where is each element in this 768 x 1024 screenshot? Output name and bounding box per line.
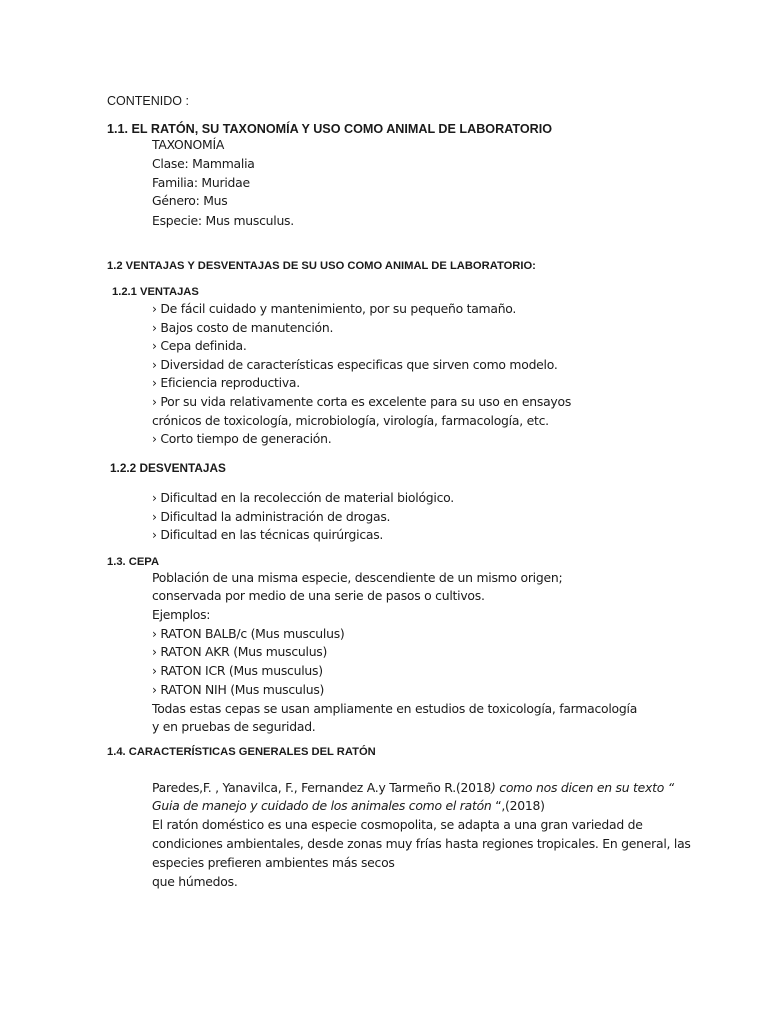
- contenido-label: CONTENIDO :: [107, 94, 189, 108]
- cepa-example: › RATON AKR (Mus musculus): [152, 644, 328, 659]
- cepa-example: › RATON ICR (Mus musculus): [152, 663, 323, 678]
- disadvantage-item: › Dificultad la administración de drogas.: [152, 509, 391, 524]
- section-1-3-heading: 1.3. CEPA: [107, 556, 160, 568]
- taxonomy-species: Especie: Mus musculus.: [152, 213, 294, 228]
- cepa-text: conservada por medio de una serie de pasos o cultivos.: [152, 588, 485, 603]
- disadvantage-item: › Dificultad en la recolección de material biológico.: [152, 490, 454, 505]
- advantage-item: › Bajos costo de manutención.: [152, 320, 334, 335]
- advantage-item: › Corto tiempo de generación.: [152, 431, 332, 446]
- cepa-text: Todas estas cepas se usan ampliamente en estudios de toxicología, farmacología: [152, 701, 638, 716]
- citation-line: [152, 800, 545, 812]
- citation-authors: Paredes,F. , Yanavilca, F., Fernandez A.y Tarmeño R.(2018: [152, 780, 491, 795]
- characteristics-text: condiciones ambientales, desde zonas muy frías hasta regiones tropicales. En general, las: [152, 836, 691, 851]
- cepa-text: y en pruebas de seguridad.: [152, 719, 316, 734]
- section-1-2-1-heading: 1.2.1 VENTAJAS: [112, 286, 199, 298]
- advantage-item: › Eficiencia reproductiva.: [152, 375, 300, 390]
- advantage-item: › Diversidad de características especificas que sirven como modelo.: [152, 357, 558, 372]
- characteristics-text: especies prefieren ambientes más secos: [152, 855, 395, 870]
- advantage-item: › Por su vida relativamente corta es excelente para su uso en ensayos: [152, 394, 572, 409]
- advantage-item: › Cepa definida.: [152, 338, 247, 353]
- citation-line: [152, 782, 674, 794]
- taxonomy-title: TAXONOMÍA: [152, 137, 225, 152]
- section-1-2-heading: 1.2 VENTAJAS Y DESVENTAJAS DE SU USO COMO ANIMAL DE LABORATORIO:: [107, 260, 536, 272]
- section-1-2-2-heading: 1.2.2 DESVENTAJAS: [110, 461, 226, 475]
- advantage-item-continuation: crónicos de toxicología, microbiología, virología, farmacología, etc.: [152, 413, 549, 428]
- taxonomy-family: Familia: Muridae: [152, 175, 250, 190]
- taxonomy-class: Clase: Mammalia: [152, 156, 255, 171]
- cepa-example: › RATON BALB/c (Mus musculus): [152, 626, 345, 641]
- disadvantage-item: › Dificultad en las técnicas quirúrgicas.: [152, 527, 384, 542]
- cepa-text: Población de una misma especie, descendiente de un mismo origen;: [152, 570, 563, 585]
- advantage-item: › De fácil cuidado y mantenimiento, por su pequeño tamaño.: [152, 301, 517, 316]
- characteristics-text: que húmedos.: [152, 874, 238, 889]
- characteristics-text: El ratón doméstico es una especie cosmopolita, se adapta a una gran variedad de: [152, 817, 643, 832]
- cepa-examples-label: Ejemplos:: [152, 607, 211, 622]
- citation-intro: ) como nos dicen en su texto “: [491, 780, 674, 795]
- section-1-4-heading: 1.4. CARACTERÍSTICAS GENERALES DEL RATÓN: [107, 746, 376, 758]
- taxonomy-genus: Género: Mus: [152, 193, 228, 208]
- citation-end: “,(2018): [491, 798, 545, 813]
- citation-title: Guia de manejo y cuidado de los animales como el ratón: [152, 798, 492, 813]
- section-1-1-heading: 1.1. EL RATÓN, SU TAXONOMÍA Y USO COMO ANIMAL DE LABORATORIO: [107, 122, 553, 136]
- cepa-example: › RATON NIH (Mus musculus): [152, 682, 325, 697]
